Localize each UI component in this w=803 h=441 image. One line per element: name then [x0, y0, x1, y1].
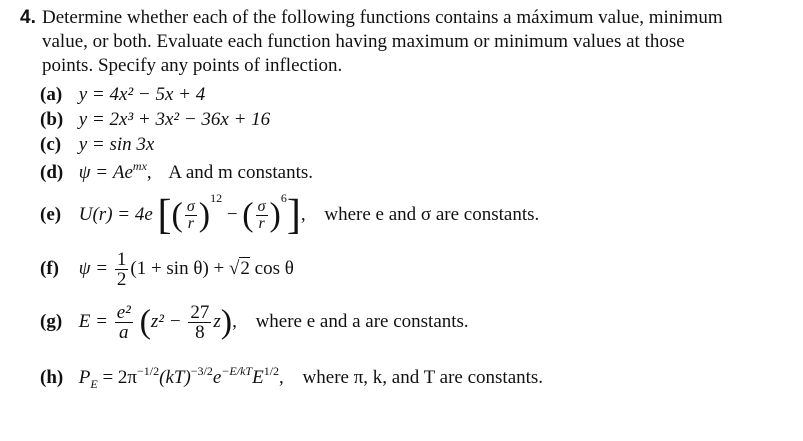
- item-h-e: e: [212, 367, 222, 388]
- item-a-label: (a): [40, 84, 63, 105]
- item-f-label: (f): [40, 257, 59, 279]
- intro-line-1: Determine whether each of the following functions contains a máximum value, minimum: [42, 7, 723, 28]
- item-d-comma: ,: [146, 162, 152, 183]
- item-h-exp1: −1/2: [137, 364, 160, 378]
- item-d-exponent: mx: [132, 159, 147, 173]
- one-half: $\frac{1}{2}$: [116, 249, 127, 290]
- sigma-over-r-2: $\frac{\sigma}{r}$: [257, 198, 266, 233]
- item-g-lhs: E =: [78, 310, 108, 332]
- z-squared-minus: z² −: [150, 310, 182, 332]
- item-f-part2: cos θ: [254, 257, 294, 279]
- right-paren-g: ): [220, 303, 233, 341]
- item-e-label: (e): [40, 204, 62, 225]
- item-h-P: P: [78, 367, 91, 388]
- item-g: (g) E = $\frac{\text{e²}}{a}$ (z² − $\frac{27}{8}$ z), where e and a are constants.: [40, 302, 469, 343]
- item-d-label: (d): [40, 162, 64, 183]
- minus-sign: −: [226, 204, 238, 225]
- sqrt-radicand: 2: [240, 257, 250, 279]
- sigma-over-r-1: $\frac{\sigma}{r}$: [186, 198, 195, 233]
- item-a: [40, 84, 205, 106]
- right-paren-1: ): [198, 196, 211, 234]
- exponent-12: 12: [210, 191, 223, 205]
- item-g-label: (g): [40, 310, 63, 332]
- item-e-note: where e and σ are constants.: [324, 204, 540, 225]
- item-h-label: (h): [40, 367, 64, 388]
- item-f-lhs: ψ =: [78, 257, 109, 279]
- e2-over-a: $\frac{\text{e²}}{a}$: [116, 302, 131, 343]
- item-b-equation: y = 2x³ + 3x² − 36x + 16: [78, 109, 271, 130]
- left-paren-g: (: [139, 303, 151, 341]
- item-h-E: E: [252, 367, 264, 388]
- right-paren-2: ): [269, 196, 281, 234]
- item-f-part1: (1 + sin θ) +: [130, 257, 229, 279]
- sqrt-symbol: √: [228, 257, 240, 279]
- item-a-equation: y = 4x² − 5x + 4: [78, 84, 206, 105]
- item-h-kT: (kT): [159, 367, 191, 388]
- problem-intro: [42, 6, 792, 78]
- item-b-label: (b): [40, 109, 64, 130]
- item-h-exp3: −E/kT: [221, 364, 253, 378]
- item-d-note: A and m constants.: [168, 162, 314, 183]
- item-c: [40, 134, 154, 156]
- item-e: (e) U(r) = 4e [( $\frac{\sigma}{r}$ )$^{12}$ − ( $\frac{\sigma}{r}$ )$^6$], where e and σ are constants.: [40, 191, 540, 239]
- left-paren-1: (: [171, 196, 183, 234]
- right-bracket: ]: [286, 192, 301, 239]
- item-e-lhs: U(r) = 4e: [78, 204, 153, 225]
- item-h-subscript: E: [90, 376, 98, 391]
- intro-line-3: points. Specify any points of inflection.: [42, 55, 343, 76]
- item-h: (h) $P_E = 2\pi^{-1/2}(kT)^{-3/2}e^{-E/kT}E^{1/2}$, where π, k, and T are constants.: [40, 364, 544, 391]
- item-d-lhs: ψ = Ae: [78, 162, 133, 183]
- item-d: [40, 159, 313, 184]
- z-term: z: [213, 310, 221, 332]
- item-g-note: where e and a are constants.: [255, 310, 469, 332]
- problem-number: 4.: [20, 7, 36, 28]
- left-bracket: [: [157, 192, 172, 239]
- item-c-equation: y = sin 3x: [78, 134, 155, 155]
- item-h-eq: = 2π: [97, 367, 138, 388]
- left-paren-2: (: [242, 196, 254, 234]
- 27-over-8: $\frac{27}{8}$: [190, 302, 210, 343]
- item-h-note: where π, k, and T are constants.: [302, 367, 544, 388]
- exponent-6: 6: [280, 191, 287, 205]
- item-h-exp2: −3/2: [190, 364, 213, 378]
- item-h-exp4: 1/2: [263, 364, 280, 378]
- item-b: [40, 109, 270, 131]
- intro-line-2: value, or both. Evaluate each function having maximum or minimum values at those: [42, 31, 685, 52]
- item-c-label: (c): [40, 134, 62, 155]
- item-f: [40, 250, 294, 289]
